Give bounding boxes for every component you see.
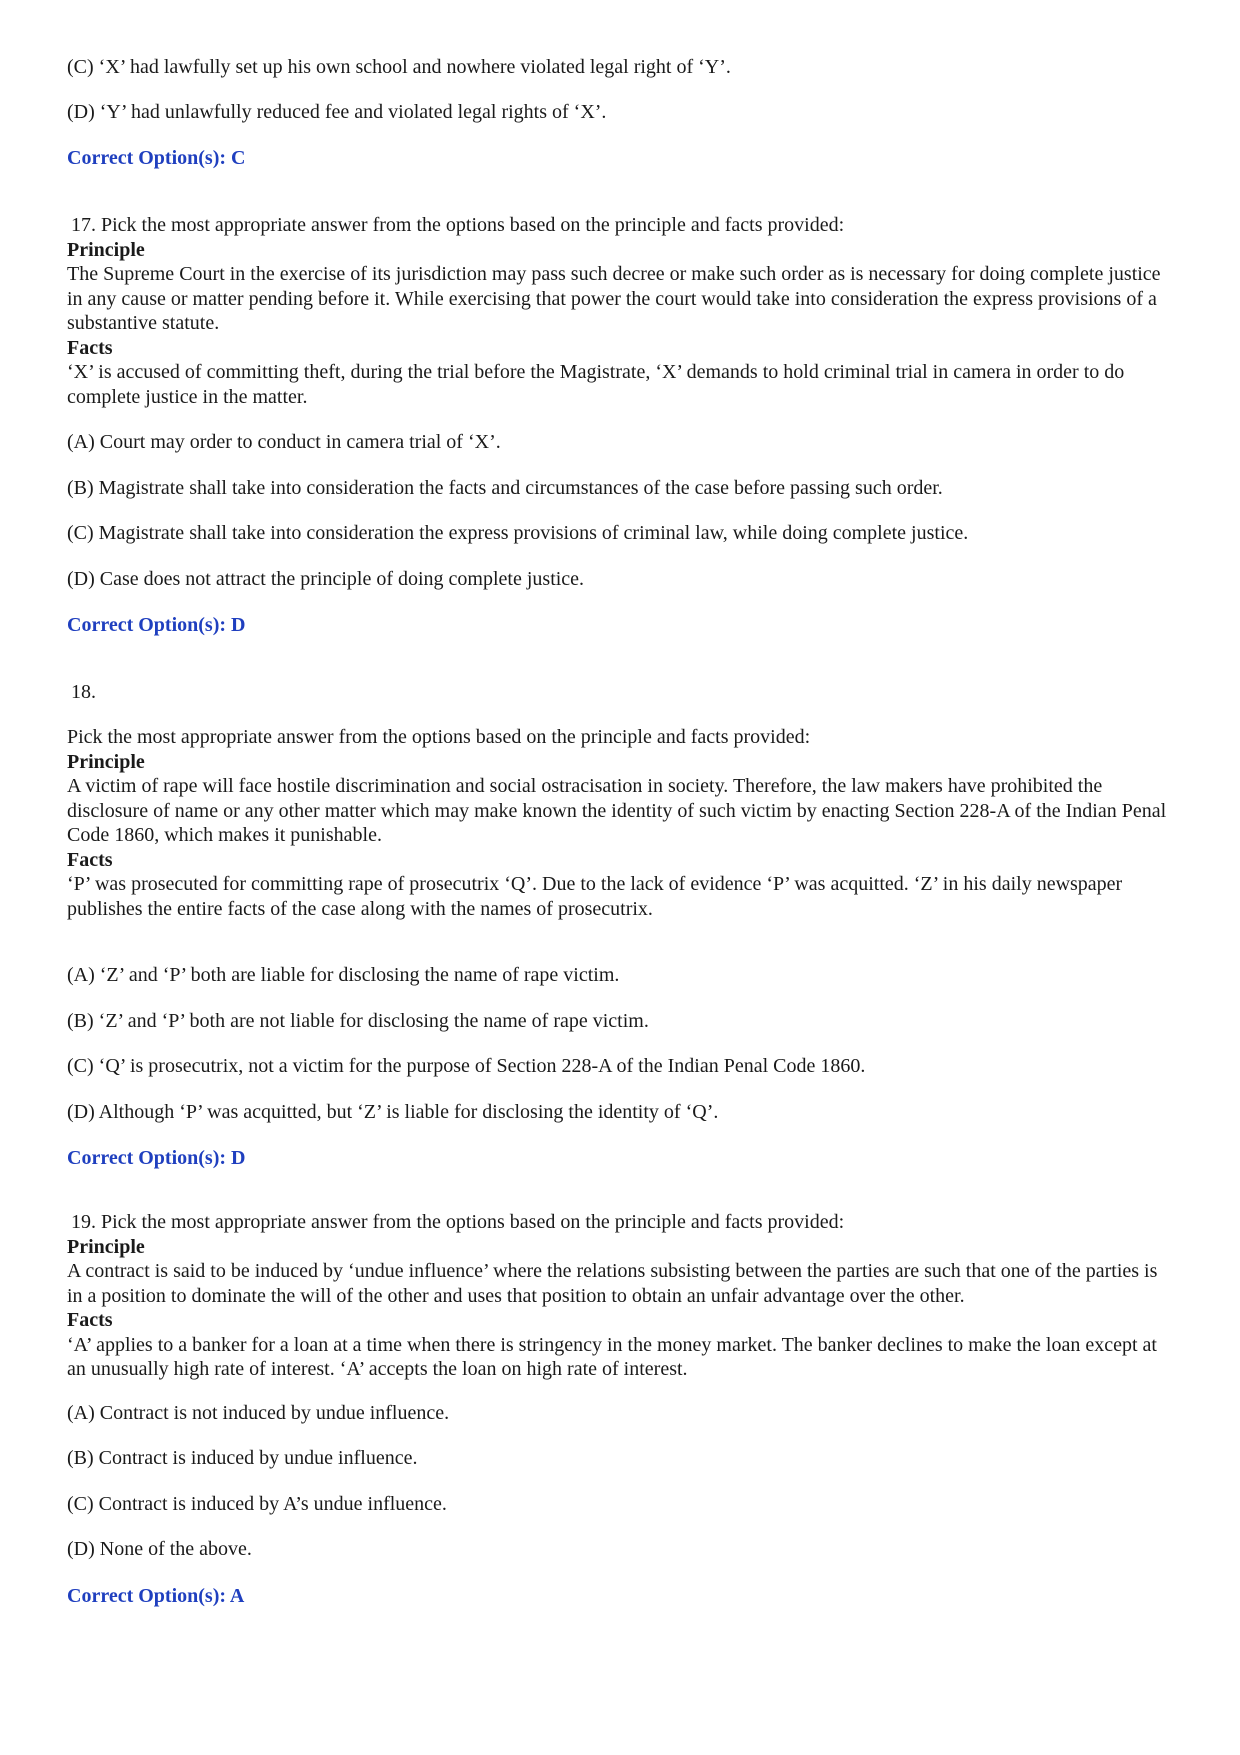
- q17-facts-text: ‘X’ is accused of committing theft, during the trial before the Magistrate, ‘X’ demands to hold criminal trial in camera in order to do complete justice in the matter.: [67, 361, 1125, 408]
- q18-principle-text: A victim of rape will face hostile discrimination and social ostracisation in society. Therefore, the law makers have prohibited the disclosure of name or any other matter which may make known the identity of such victim by enacting Section 228-A of the Indian Penal Code 1860, which makes it punishable.: [67, 775, 1167, 846]
- question-19-block: [67, 1210, 1177, 1382]
- q17-option-d: (D) Case does not attract the principle of doing complete justice.: [67, 568, 585, 590]
- q19-facts-label: Facts: [67, 1309, 113, 1331]
- q17-principle-label: Principle: [67, 238, 145, 261]
- q19-facts-text: ‘A’ applies to a banker for a loan at a time when there is stringency in the money market. The banker declines to make the loan except at an unusually high rate of interest. ‘A’ accepts the loan on high rate of interest.: [67, 1333, 1157, 1380]
- q18-option-a: (A) ‘Z’ and ‘P’ both are liable for disclosing the name of rape victim.: [67, 964, 620, 986]
- q19-option-c: (C) Contract is induced by A’s undue influence.: [67, 1493, 447, 1515]
- q17-correct-option: Correct Option(s): D: [67, 614, 246, 636]
- q18-option-b: (B) ‘Z’ and ‘P’ both are not liable for disclosing the name of rape victim.: [67, 1010, 649, 1032]
- q18-correct-option: Correct Option(s): D: [67, 1147, 246, 1169]
- q18-facts-text: ‘P’ was prosecuted for committing rape of prosecutrix ‘Q’. Due to the lack of evidence ‘P’ was acquitted. ‘Z’ in his daily newspaper publishes the entire facts of the case along with the names of prosecutrix.: [67, 873, 1123, 920]
- q18-option-d: (D) Although ‘P’ was acquitted, but ‘Z’ is liable for disclosing the identity of ‘Q’.: [67, 1101, 719, 1123]
- q19-option-d: (D) None of the above.: [67, 1538, 252, 1560]
- prev-correct-option: Correct Option(s): C: [67, 147, 246, 169]
- prev-option-c: (C) ‘X’ had lawfully set up his own school and nowhere violated legal right of ‘Y’.: [67, 56, 731, 78]
- q17-facts-label: Facts: [67, 336, 113, 359]
- q17-option-c: (C) Magistrate shall take into consideration the express provisions of criminal law, while doing complete justice.: [67, 522, 969, 544]
- q17-option-b: (B) Magistrate shall take into consideration the facts and circumstances of the case before passing such order.: [67, 477, 943, 499]
- prev-option-d: (D) ‘Y’ had unlawfully reduced fee and violated legal rights of ‘X’.: [67, 101, 607, 123]
- q19-principle-label: Principle: [67, 1235, 145, 1258]
- q19-principle-text: A contract is said to be induced by ‘undue influence’ where the relations subsisting between the parties are such that one of the parties is in a position to dominate the will of the other and uses that position to obtain an unfair advantage over the other.: [67, 1260, 1158, 1307]
- q19-option-a: (A) Contract is not induced by undue influence.: [67, 1402, 450, 1424]
- q17-principle-text: The Supreme Court in the exercise of its jurisdiction may pass such decree or make such order as is necessary for doing complete justice in any cause or matter pending before it. While exercising that power the court would take into consideration the express provisions of a substantive statute.: [67, 263, 1161, 334]
- question-17-block: [67, 213, 1177, 409]
- q19-heading: 19. Pick the most appropriate answer from the options based on the principle and facts provided:: [71, 1211, 845, 1233]
- q17-heading: 17. Pick the most appropriate answer from the options based on the principle and facts provided:: [71, 214, 845, 236]
- q18-facts-label: Facts: [67, 848, 113, 871]
- q18-heading: Pick the most appropriate answer from the options based on the principle and facts provided:: [67, 726, 811, 748]
- q18-number: 18.: [71, 681, 96, 703]
- question-18-block: [67, 725, 1177, 921]
- q19-correct-option: Correct Option(s): A: [67, 1585, 245, 1607]
- q18-principle-label: Principle: [67, 750, 145, 773]
- q19-option-b: (B) Contract is induced by undue influence.: [67, 1447, 418, 1469]
- q18-option-c: (C) ‘Q’ is prosecutrix, not a victim for the purpose of Section 228-A of the Indian Penal Code 1860.: [67, 1055, 866, 1077]
- q17-option-a: (A) Court may order to conduct in camera trial of ‘X’.: [67, 431, 501, 453]
